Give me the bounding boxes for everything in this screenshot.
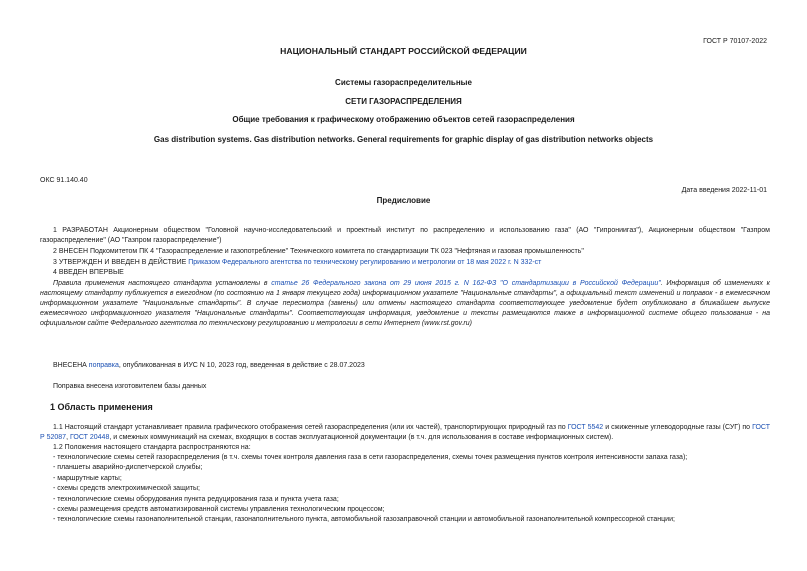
introduction-date: Дата введения 2022-11-01 bbox=[681, 187, 767, 194]
list-item: - технологические схемы сетей газораспределения (в т.ч. схемы точек контроля давления газа в сети газораспределения, схемы точек размещения пунктов контроля интенсивности запаха газа); bbox=[53, 454, 688, 461]
gost-5542-link[interactable]: ГОСТ 5542 bbox=[567, 424, 604, 431]
list-item: - схемы размещения средств автоматизированной системы управления технологическим процессом; bbox=[53, 506, 385, 514]
list-item: - технологические схемы газонаполнительной станции, газонаполнительного пункта, автомобильной газозаправочной станции и автомобильной газонаполнительной компрессорной станции; bbox=[53, 516, 675, 524]
systems-line: Системы газораспределительные bbox=[335, 78, 472, 87]
order-link[interactable]: Приказом Федерального агентства по техническому регулированию и метрологии от 18 мая 2022 г. N 332-ст bbox=[188, 259, 542, 266]
foreword-item-1: 1 РАЗРАБОТАН Акционерным обществом "Головной научно-исследовательский и проектный институт по распределению и использованию газа" (АО "Гипрониигаз"), Акционерным обществом "Газпром газораспределение" (АО "Газпром газораспределение") bbox=[40, 227, 770, 244]
list-item: - схемы средств электрохимической защиты; bbox=[53, 485, 200, 493]
oks-code: ОКС 91.140.40 bbox=[40, 177, 88, 184]
gost-r-52087-link[interactable]: ГОСТ Р 52087 bbox=[40, 424, 771, 441]
s11-text-c: , bbox=[66, 434, 70, 441]
foreword-item-4: 4 ВВЕДЕН ВПЕРВЫЕ bbox=[53, 269, 124, 276]
amendment-link[interactable]: поправка bbox=[88, 362, 119, 369]
section-1-2-heading: 1.2 Положения настоящего стандарта распространяются на: bbox=[53, 444, 251, 451]
amendment-line bbox=[53, 361, 753, 371]
foreword-heading: Предисловие bbox=[376, 196, 431, 205]
document-code: ГОСТ Р 70107-2022 bbox=[703, 38, 767, 45]
list-item: - планшеты аварийно-диспетчерской службы; bbox=[53, 464, 203, 472]
foreword-rules-paragraph bbox=[40, 279, 770, 329]
list-item: - технологические схемы оборудования пункта редуцирования газа и пункта учета газа; bbox=[53, 495, 339, 503]
networks-line: СЕТИ ГАЗОРАСПРЕДЕЛЕНИЯ bbox=[345, 97, 462, 106]
section-1-2-list bbox=[53, 453, 773, 526]
english-title: Gas distribution systems. Gas distribution networks. General requirements for graphic display of gas distribution networks objects bbox=[153, 135, 654, 144]
list-item: - маршрутные карты; bbox=[53, 474, 122, 482]
amendment-note: Поправка внесена изготовителем базы данных bbox=[53, 383, 207, 390]
rules-text-end: . Информация об изменениях к настоящему стандарту публикуется в ежегодном (по состоянию на 1 января текущего года) информационном указателе "Национальные стандарты", а официальный текст изменений и поправок - в ежемесячном информационном указателе "Национальные стандарты". В случае пересмотра (замены) или отмены настоящего стандарта соответствующее уведомление будет опубликовано в ближайшем выпуске ежемесячного информационного указателя "Национальные стандарты". Соответствующая информация, уведомление и тексты размещаются также в информационной системе общего пользования - на официальном сайте Федерального агентства по техническому регулированию и метрологии в сети Интернет (www.rst.gov.ru) bbox=[40, 280, 770, 327]
foreword-item-3-text: 3 УТВЕРЖДЕН И ВВЕДЕН В ДЕЙСТВИЕ bbox=[53, 259, 189, 266]
rules-text-start: Правила применения настоящего стандарта установлены в bbox=[53, 280, 272, 287]
amendment-prefix: ВНЕСЕНА bbox=[53, 362, 89, 369]
s11-text-b: и сжиженные углеводородные газы (СУГ) по bbox=[603, 424, 753, 431]
foreword-item-3 bbox=[40, 258, 770, 268]
federal-law-link[interactable]: статье 26 Федерального закона от 29 июня 2015 г. N 162-ФЗ "О стандартизации в Российской Федерации" bbox=[271, 280, 661, 287]
standard-title: НАЦИОНАЛЬНЫЙ СТАНДАРТ РОССИЙСКОЙ ФЕДЕРАЦИИ bbox=[280, 46, 527, 56]
section-1-heading: 1 Область применения bbox=[50, 402, 153, 412]
s11-text-a: 1.1 Настоящий стандарт устанавливает правила графического отображения сетей газораспределения (или их частей), транспортирующих природный газ по bbox=[53, 424, 568, 431]
foreword-item-2: 2 ВНЕСЕН Подкомитетом ПК 4 "Газораспределение и газопотребление" Технического комитета по стандартизации ТК 023 "Нефтяная и газовая промышленность" bbox=[53, 248, 584, 255]
s11-text-d: , и смежных коммуникаций на схемах, входящих в состав эксплуатационной документации (в т.ч. для использования в составе информационных систем). bbox=[109, 434, 614, 441]
gost-20448-link[interactable]: ГОСТ 20448 bbox=[69, 434, 110, 441]
russian-title: Общие требования к графическому отображению объектов сетей газораспределения bbox=[232, 115, 575, 124]
amendment-suffix: , опубликованная в ИУС N 10, 2023 год, введенная в действие с 28.07.2023 bbox=[118, 362, 365, 369]
section-1-1-paragraph bbox=[40, 423, 770, 443]
